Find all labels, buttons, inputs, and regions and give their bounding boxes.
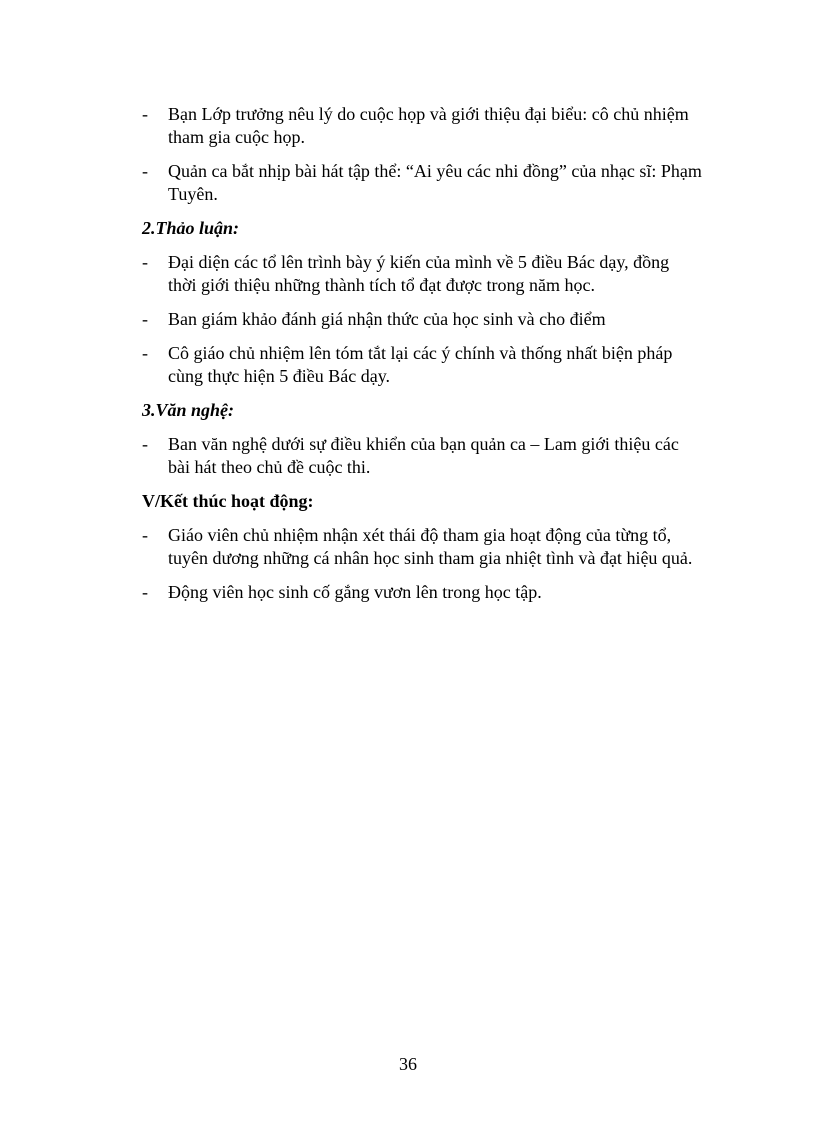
list-bullet: - <box>142 434 148 454</box>
list-item <box>142 524 702 570</box>
list-item <box>142 433 702 479</box>
list-bullet: - <box>142 104 148 124</box>
list-item-text: Cô giáo chủ nhiệm lên tóm tắt lại các ý chính và thống nhất biện pháp cùng thực hiện 5 điều Bác dạy. <box>168 343 673 386</box>
list-item-text: Bạn Lớp trưởng nêu lý do cuộc họp và giới thiệu đại biểu: cô chủ nhiệm tham gia cuộc họp. <box>168 104 689 147</box>
list-bullet: - <box>142 252 148 272</box>
section-heading-ket-thuc: V/Kết thúc hoạt động: <box>142 491 314 511</box>
section-heading-thao-luan: 2.Thảo luận: <box>142 218 240 238</box>
list-bullet: - <box>142 582 148 602</box>
list-item <box>142 342 702 388</box>
list-item-text: Quản ca bắt nhịp bài hát tập thể: “Ai yêu các nhi đồng” của nhạc sĩ: Phạm Tuyên. <box>168 161 702 204</box>
section-heading-van-nghe: 3.Văn nghệ: <box>142 400 235 420</box>
list-item-text: Động viên học sinh cố gắng vươn lên trong học tập. <box>168 582 542 602</box>
list-bullet: - <box>142 161 148 181</box>
page-number: 36 <box>399 1054 417 1074</box>
list-item <box>142 581 702 604</box>
list-bullet: - <box>142 343 148 363</box>
list-item-text: Ban văn nghệ dưới sự điều khiển của bạn quản ca – Lam giới thiệu các bài hát theo chủ đề cuộc thi. <box>168 434 679 477</box>
list-item <box>142 251 702 297</box>
list-item-text: Ban giám khảo đánh giá nhận thức của học sinh và cho điểm <box>168 309 606 329</box>
list-bullet: - <box>142 525 148 545</box>
list-bullet: - <box>142 309 148 329</box>
list-item <box>142 308 702 331</box>
page-content <box>142 103 702 615</box>
list-item-text: Giáo viên chủ nhiệm nhận xét thái độ tham gia hoạt động của từng tổ, tuyên dương những cá nhân học sinh tham gia nhiệt tình và đạt hiệu quả. <box>168 525 693 568</box>
list-item-text: Đại diện các tổ lên trình bày ý kiến của mình về 5 điều Bác dạy, đồng thời giới thiệu những thành tích tổ đạt được trong năm học. <box>168 252 670 295</box>
list-item <box>142 103 702 149</box>
list-item <box>142 160 702 206</box>
